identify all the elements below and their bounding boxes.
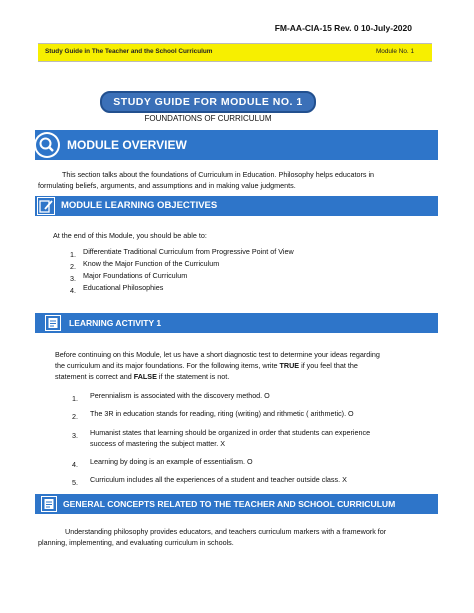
module-number: Module No. 1 [375,48,414,55]
false-keyword: FALSE [133,372,157,381]
overview-text-line2: formulating beliefs, arguments, and assumptions and in making value judgments. [38,181,296,190]
study-guide-subtitle: FOUNDATIONS OF CURRICULUM [144,114,272,123]
question-text: Learning by doing is an example of essentialism. O [90,457,253,466]
pencil-icon [37,197,55,215]
objectives-intro: At the end of this Module, you should be able to: [53,231,207,240]
question-text: Curriculum includes all the experiences of a student and teacher outside class. X [90,475,347,484]
objective-number: 4. [70,286,76,295]
objective-item: Differentiate Traditional Curriculum from Progressive Point of View [83,247,294,256]
question-text-continued: success of mastering the subject matter. X [90,439,226,448]
header-bar [38,43,432,62]
objective-number: 1. [70,250,76,259]
objective-item: Major Foundations of Curriculum [83,271,188,280]
module-overview-header [35,130,438,160]
objectives-header [35,196,438,216]
question-number: 2. [72,412,78,421]
question-text: The 3R in education stands for reading, riting (writing) and rithmetic ( arithmetic). O [90,409,354,418]
question-text: Perennialism is associated with the discovery method. O [90,391,270,400]
study-guide-banner [100,91,316,113]
objective-number: 3. [70,274,76,283]
question-text: Humanist states that learning should be organized in order that students can experience [90,428,371,437]
document-code: FM-AA-CIA-15 Rev. 0 10-July-2020 [274,23,412,33]
module-overview-title: MODULE OVERVIEW [67,138,187,152]
concepts-text-line1: Understanding philosophy provides educators, and teachers curriculum markers with a framework for [65,527,387,536]
activity-title: LEARNING ACTIVITY 1 [69,318,162,328]
guide-title: Study Guide in The Teacher and the School Curriculum [45,48,213,55]
true-keyword: TRUE [279,361,300,370]
book-icon [41,496,57,512]
objective-number: 2. [70,262,76,271]
concepts-title: GENERAL CONCEPTS RELATED TO THE TEACHER AND SCHOOL CURRICULUM [63,499,396,509]
overview-text-line1: This section talks about the foundations of Curriculum in Education. Philosophy helps educators in [62,170,375,179]
question-number: 3. [72,431,78,440]
concepts-header [35,494,438,514]
activity-intro-line2: the curriculum and its major foundations. For the following items, write TRUE if you feel that the [55,361,358,370]
notebook-icon [45,315,61,331]
activity-intro-line3: statement is correct and FALSE if the statement is not. [55,372,230,381]
question-number: 1. [72,394,78,403]
concepts-text-line2: planning, implementing, and evaluating curriculum in schools. [38,538,234,547]
objective-item: Know the Major Function of the Curriculum [83,259,220,268]
question-number: 5. [72,478,78,487]
search-icon [34,132,60,158]
question-number: 4. [72,460,78,469]
study-guide-banner-text: STUDY GUIDE FOR MODULE NO. 1 [113,96,303,108]
objective-item: Educational Philosophies [83,283,164,292]
objectives-title: MODULE LEARNING OBJECTIVES [61,200,218,211]
activity-intro-line1: Before continuing on this Module, let us have a short diagnostic test to determine your ideas regarding [55,350,380,359]
activity-header [35,313,438,333]
